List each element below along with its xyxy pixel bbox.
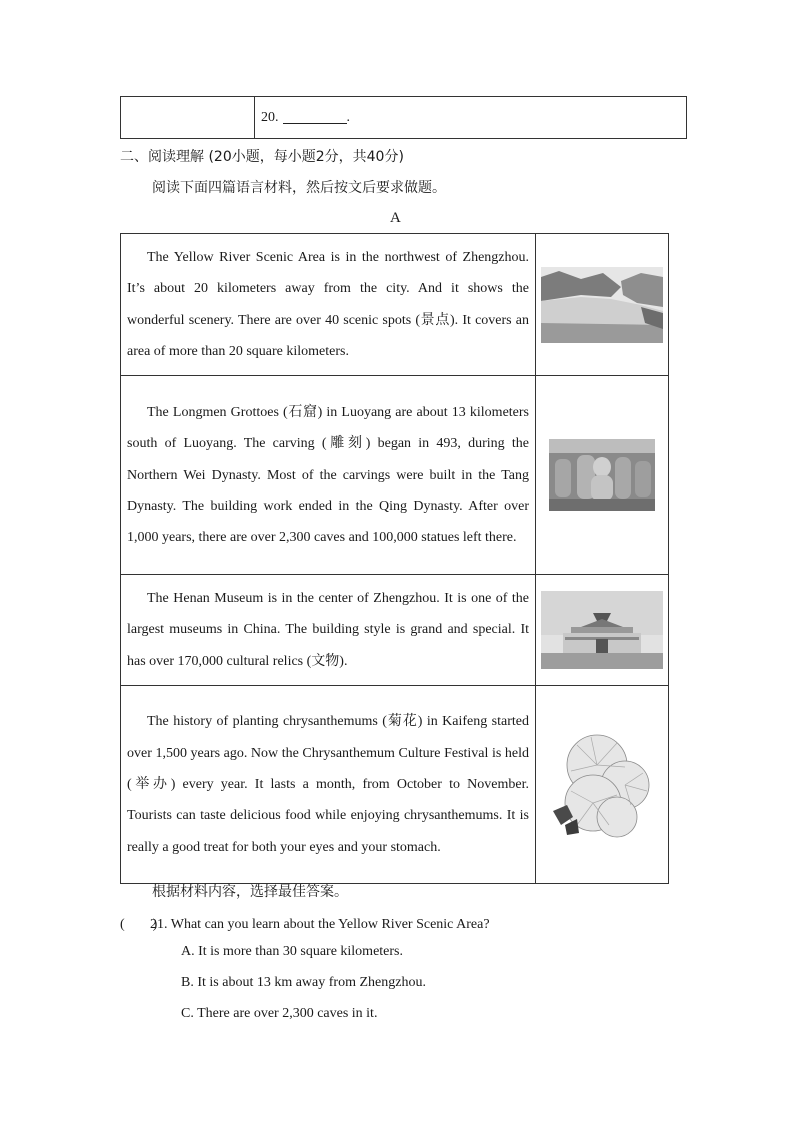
passage-text: The Henan Museum is in the center of Zhengzhou. It is one of the largest museums in China. The building style is grand and special. It has over 170,000 cultural relics (文物). [121,575,536,686]
option-c[interactable]: C. There are over 2,300 caves in it. [181,1006,378,1021]
answer-parentheses[interactable]: ( ) [120,917,158,932]
answer-suffix: . [346,109,350,125]
passage-row [121,376,669,575]
answer-cell-20 [255,97,686,138]
option-b[interactable]: B. It is about 13 km away from Zhengzhou. [181,975,426,990]
question-text: 21. What can you learn about the Yellow River Scenic Area? [150,917,490,932]
passage-text: The Longmen Grottoes (石窟) in Luoyang are about 13 kilometers south of Luoyang. The carving (雕刻) began in 493, during the Northern Wei Dynasty. Most of the carvings were built in the Tang Dynasty. The building work ended in the Qing Dynasty. After over 1,000 years, there are over 2,300 caves and 100,000 statues left there. [121,376,536,575]
answer-table [120,96,687,139]
question-instruction: 根据材料内容，选择最佳答案。 [152,884,348,900]
passage-text: The Yellow River Scenic Area is in the northwest of Zhengzhou. It’s about 20 kilometers away from the city. And it shows the wonderful scenery. There are over 40 scenic spots (景点). It covers an area of more than 20 square kilometers. [121,234,536,376]
question-21 [120,913,490,933]
yellow-river-photo [536,234,669,376]
passage-row [121,575,669,686]
answer-blank[interactable] [283,111,347,124]
section-heading: 二、阅读理解 (20小题，每小题2分，共40分) [120,149,404,165]
chrysanthemum-photo [536,686,669,884]
passage-table [120,233,669,884]
section-instruction: 阅读下面四篇语言材料，然后按文后要求做题。 [152,180,446,196]
passage-label: A [390,210,401,226]
option-a[interactable]: A. It is more than 30 square kilometers. [181,944,404,959]
passage-row [121,234,669,376]
answer-number: 20. [261,109,279,125]
henan-museum-photo [536,575,669,686]
passage-text: The history of planting chrysanthemums (菊花) in Kaifeng started over 1,500 years ago. Now the Chrysanthemum Culture Festival is held (举办) every year. It lasts a month, from October to November. Tourists can taste delicious food while enjoying chrysanthemums. It is really a good treat for both your eyes and your stomach. [121,686,536,884]
longmen-grottoes-photo [536,376,669,575]
passage-row [121,686,669,884]
answer-table-empty-cell [121,97,255,138]
